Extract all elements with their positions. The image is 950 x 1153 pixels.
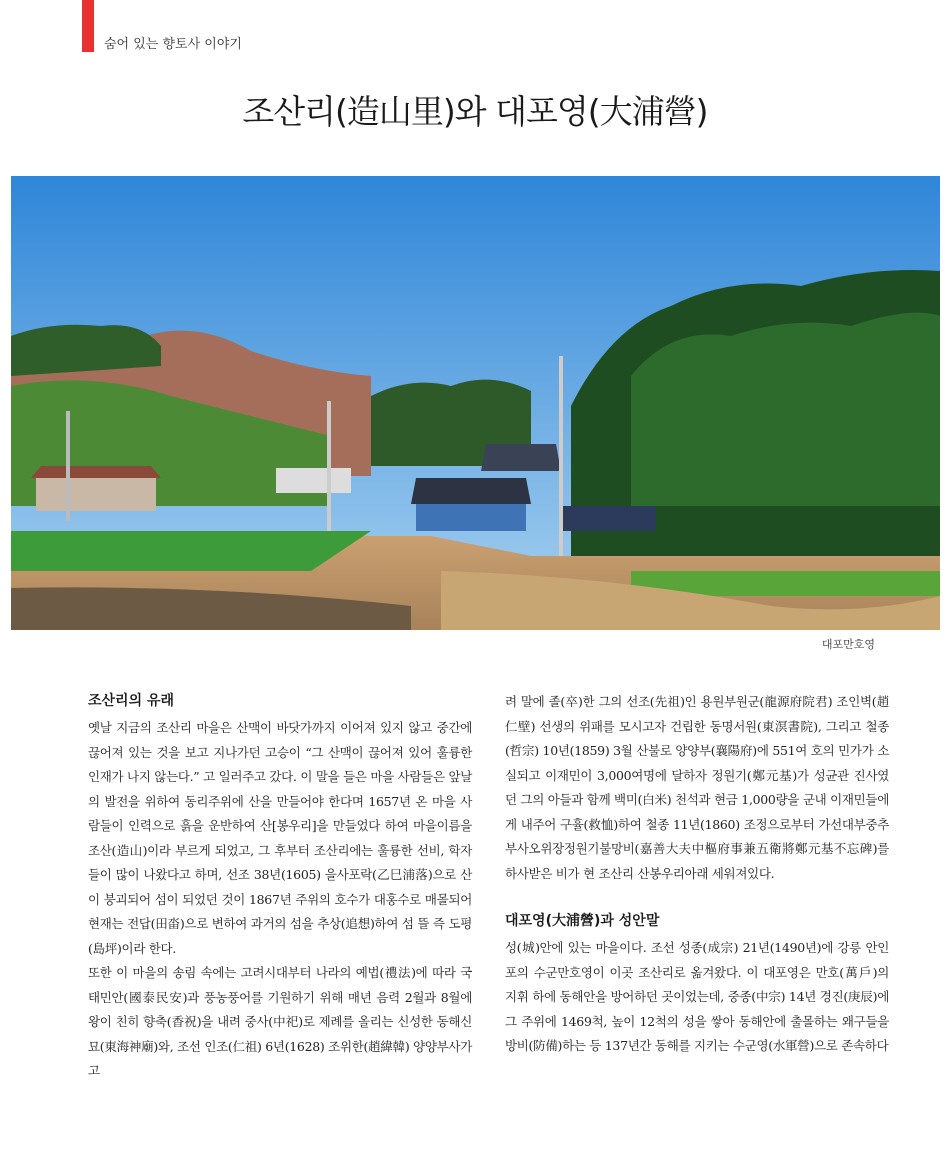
section-label: 숨어 있는 향토사 이야기 — [104, 37, 242, 52]
paragraph: 려 말에 졸(卒)한 그의 선조(先祖)인 용원부원군(龍源府院君) 조인벽(趙仁壁) 선생의 위패를 모시고자 건립한 동명서원(東溟書院), 그리고 철종(哲宗) 10년(1859) 3월 산불로 양양부(襄陽府)에 551여 호의 민가가 소실되고 이재민이 3,000여명에 달하자 정원기(鄭元基)가 성균관 진사였던 그의 아들과 함께 백미(白米) 천석과 현금 1,000량을 군내 이재민들에게 내주어 구휼(救恤)하여 철종 11년(1860) 조정으로부터 가선대부중추부사오위장정원기불망비(嘉善大夫中樞府事兼五衛將鄭元基不忘碑)를 하사받은 비가 현 조산리 산봉우리아래 세워져있다. — [505, 694, 889, 881]
section-accent-bar — [82, 0, 94, 52]
article-photo — [11, 176, 940, 630]
photo-caption: 대포만호영 — [821, 638, 875, 651]
paragraph: 또한 이 마을의 송림 속에는 고려시대부터 나라의 예법(禮法)에 따라 국태민안(國泰民安)과 풍농풍어를 기원하기 위해 매년 음력 2월과 8월에 왕이 친히 향축(香祝)을 내려 중사(中祀)로 제례를 올리는 신성한 동해신묘(東海神廟)와, 조선 인조(仁祖) 6년(1628) 조위한(趙緯韓) 양양부사가 고 — [88, 965, 472, 1078]
paragraph: 성(城)안에 있는 마을이다. 조선 성종(成宗) 21년(1490년)에 강릉 안인포의 수군만호영이 이곳 조산리로 옮겨왔다. 이 대포영은 만호(萬戶)의 지휘 하에 동해안을 방어하던 곳이었는데, 중종(中宗) 14년 경진(庚辰)에 그 주위에 1469척, 높이 12척의 성을 쌓아 동해안에 출몰하는 왜구들을 방비(防備)하는 등 137년간 동해를 지키는 수군영(水軍營)으로 존속하다 — [505, 940, 889, 1053]
paragraph: 옛날 지금의 조산리 마을은 산맥이 바닷가까지 이어져 있지 않고 중간에 끊어져 있는 것을 보고 지나가던 고승이 “그 산맥이 끊어져 있어 훌륭한 인재가 나지 않는다.” 고 일러주고 갔다. 이 말을 들은 마을 사람들은 앞날의 발전을 위하여 동리주위에 산을 만들어야 한다며 1657년 온 마을 사람들이 인력으로 흙을 운반하여 산[봉우리]을 만들었다 하여 마을이름을 조산(造山)이라 부르게 되었고, 그 후부터 조산리에는 훌륭한 선비, 학자들이 많이 나왔다고 하며, 선조 38년(1605) 을사포락(乙巳浦落)으로 산이 붕괴되어 섬이 되었던 것이 1867년 주위의 호수가 대홍수로 매몰되어 현재는 전답(田畓)으로 변하여 과거의 섬을 추상(追想)하여 섬 뜰 즉 도평(島坪)이라 한다. — [88, 720, 472, 956]
article-column-right — [505, 690, 889, 1059]
section-heading-daepoyeong: 대포영(大浦營)과 성안말 — [505, 913, 660, 929]
article-column-left — [88, 690, 472, 1084]
article-title: 조산리(造山里)와 대포영(大浦營) — [242, 92, 708, 131]
section-gap — [505, 886, 889, 910]
section-heading-origin: 조산리의 유래 — [88, 693, 175, 709]
